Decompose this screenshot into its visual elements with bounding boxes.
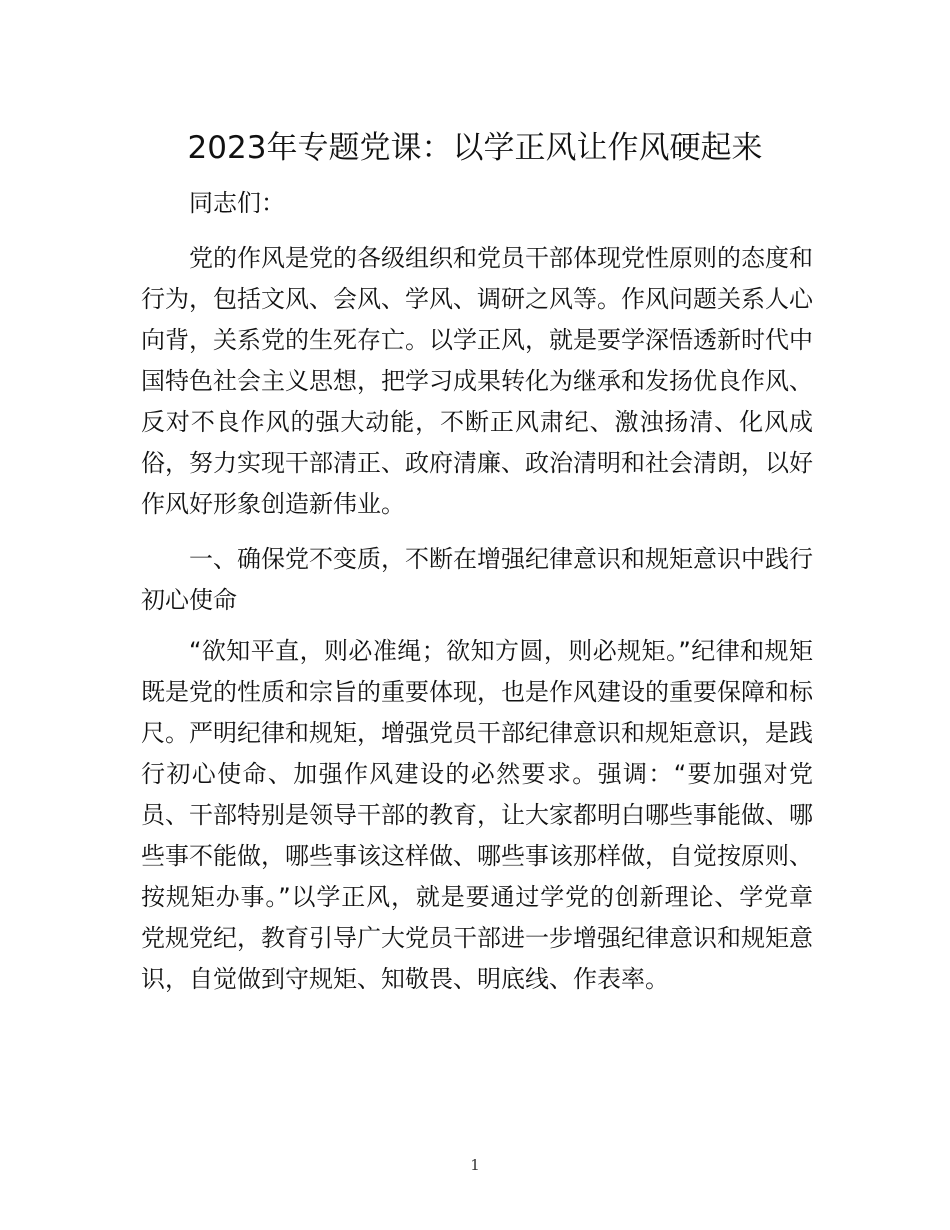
section-1-paragraph: “欲知平直，则必准绳；欲知方圆，则必规矩。”纪律和规矩既是党的性质和宗旨的重要体现，也是作风建设的重要保障和标尺。严明纪律和规矩，增强党员干部纪律意识和规矩意识，是践行初心使命、加强作风建设的必然要求。强调：“要加强对党员、干部特别是领导干部的教育，让大家都明白哪些事能做、哪些事不能做，哪些事该这样做、哪些事该那样做，自觉按原则、按规矩办事。”以学正风，就是要通过学党的创新理论、学党章党规党纪，教育引导广大党员干部进一步增强纪律意识和规矩意识，自觉做到守规矩、知敬畏、明底线、作表率。 — [141, 637, 813, 993]
document-body — [141, 183, 813, 1000]
section-heading-1: 一、确保党不变质，不断在增强纪律意识和规矩意识中践行初心使命 — [141, 545, 813, 614]
intro-paragraph: 党的作风是党的各级组织和党员干部体现党性原则的态度和行为，包括文风、会风、学风、调研之风等。作风问题关系人心向背，关系党的生死存亡。以学正风，就是要学深悟透新时代中国特色社会主义思想，把学习成果转化为继承和发扬优良作风、反对不良作风的强大动能，不断正风肃纪、激浊扬清、化风成俗，努力实现干部清正、政府清廉、政治清明和社会清朗，以好作风好形象创造新伟业。 — [141, 244, 813, 518]
document-title: 2023年专题党课：以学正风让作风硬起来 — [187, 130, 763, 166]
salutation: 同志们： — [189, 189, 285, 217]
page-number: 1 — [470, 1156, 480, 1174]
